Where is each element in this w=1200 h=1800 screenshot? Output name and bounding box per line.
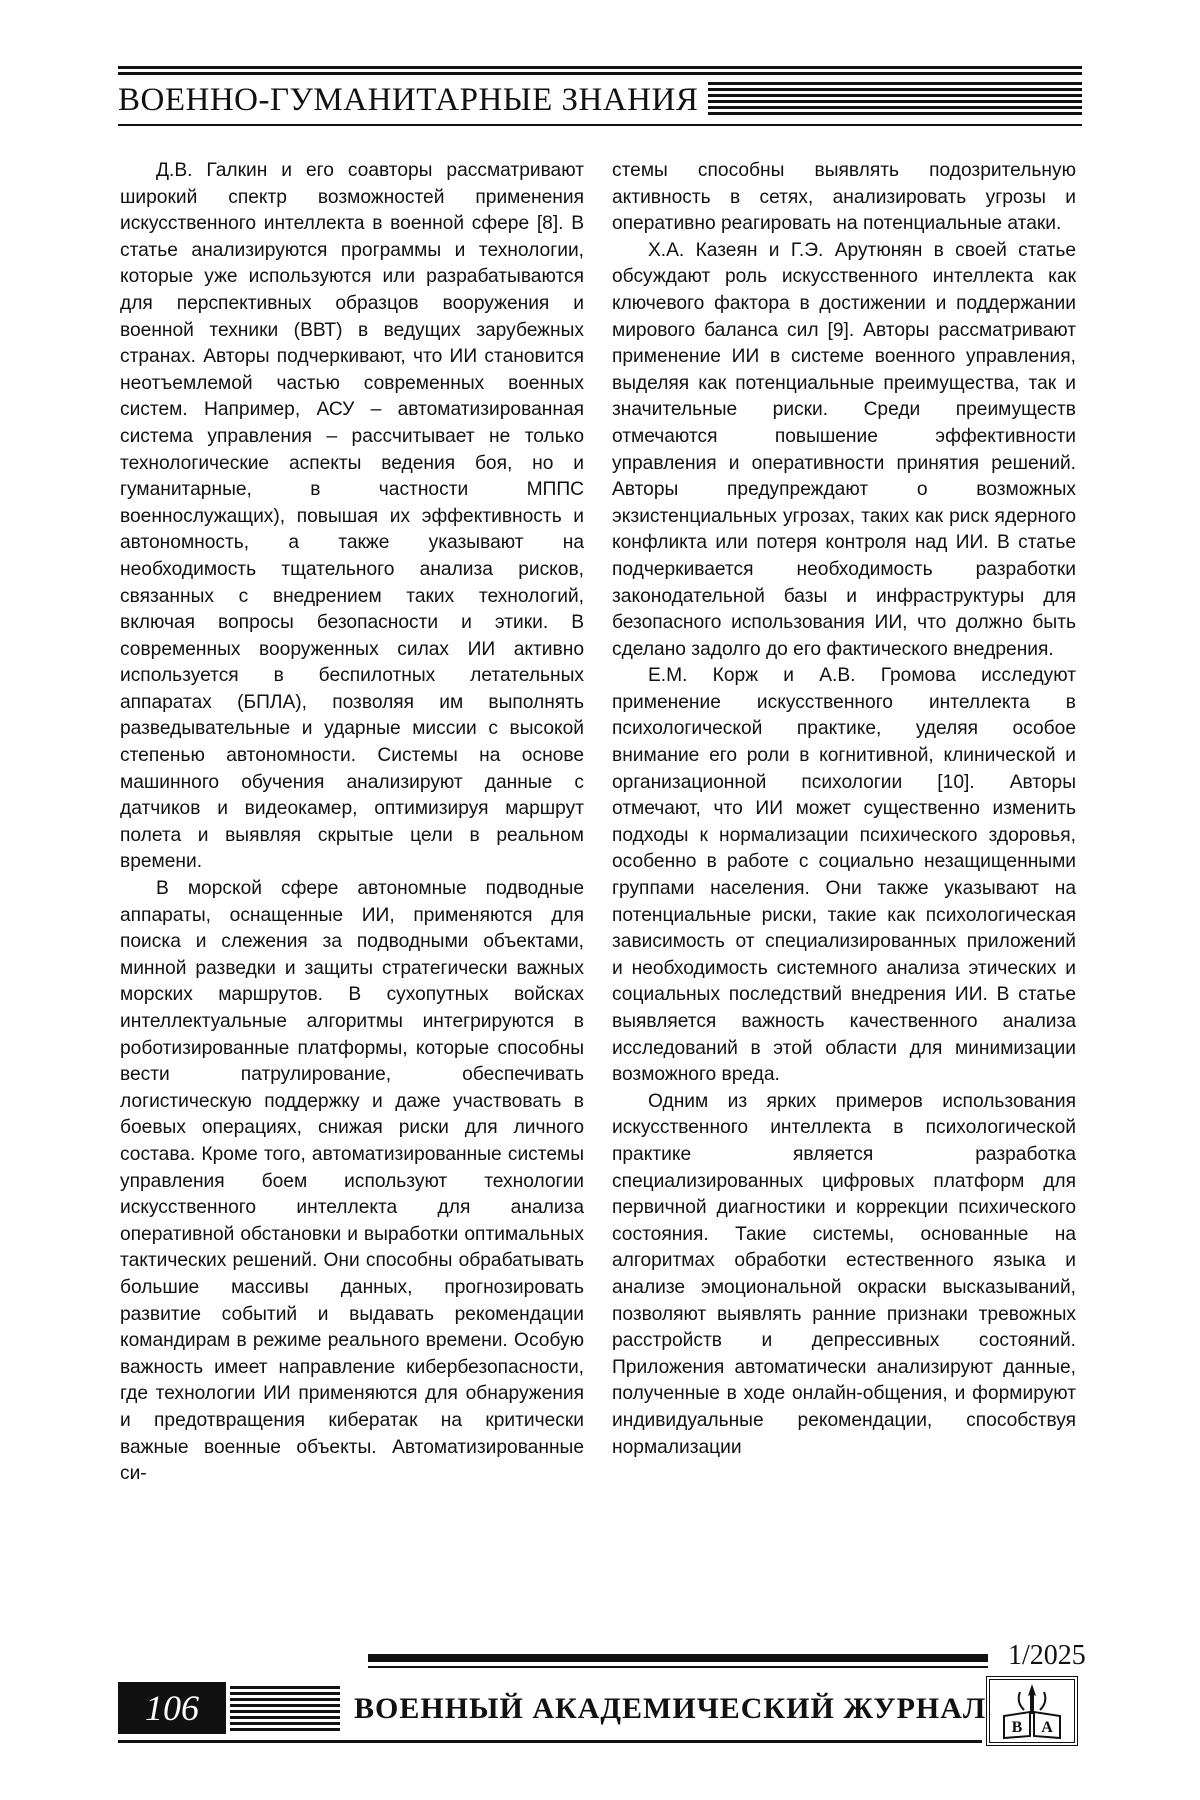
paragraph: Одним из ярких примеров использования искусственного интеллекта в психологической практике является разработка специализированных цифровых платформ для первичной диагностики и коррекции психического состояния. Такие системы, основанные на алгоритмах обработки естественного языка и анализе эмоциональной окраски высказываний, позволяют выявлять ранние признаки тревожных расстройств и депрессивных состояний. Приложения автоматически анализируют данные, полученные в ходе онлайн-общения, и формируют индивидуальные рекомендации, способствуя нормализации: [612, 1090, 1076, 1458]
journal-logo: [986, 1676, 1078, 1746]
paragraph: Е.М. Корж и А.В. Громова исследуют применение искусственного интеллекта в психологической практике, уделяя особое внимание его роли в когнитивной, клинической и организационной психологии [10]. Авторы отмечают, что ИИ может существенно изменить подходы к нормализации психического здоровья, особенно в работе с социально незащищенными группами населения. Они также указывают на потенциальные риски, такие как психологическая зависимость от специализированных приложений и необходимость системного анализа этических и социальных последствий внедрения ИИ. В статье выявляется важность качественного анализа исследований в этой области для минимизации возможного вреда.: [612, 665, 1076, 1086]
issue-number: 1/2025: [1008, 1640, 1086, 1671]
right-column: [612, 158, 1076, 1461]
svg-text:А: А: [1041, 1719, 1053, 1736]
svg-text:В: В: [1011, 1719, 1023, 1736]
issue-rule-thin: [368, 1666, 988, 1668]
footer-bottom-rule: [118, 1740, 982, 1743]
journal-logo-icon: [990, 1680, 1074, 1742]
paragraph: стемы способны выявлять подозрительную активность в сетях, анализировать угрозы и оперативно реагировать на потенциальные атаки.: [612, 160, 1076, 235]
journal-title: ВОЕННЫЙ АКАДЕМИЧЕСКИЙ ЖУРНАЛ: [354, 1692, 987, 1725]
paragraph: Д.В. Галкин и его соавторы рассматривают широкий спектр возможностей применения искусственного интеллекта в военной сфере [8]. В статье анализируются программы и технологии, которые уже используются или разрабатываются для перспективных образцов вооружения и военной техники (ВВТ) в ведущих зарубежных странах. Авторы подчеркивают, что ИИ становится неотъемлемой частью современных военных систем. Например, АСУ – автоматизированная система управления – рассчитывает не только технологические аспекты ведения боя, но и гуманитарные, в частности МППС военнослужащих), повышая их эффективность и автономность, а также указывают на необходимость тщательного анализа рисков, связанных с внедрением таких технологий, включая вопросы безопасности и этики. В современных вооруженных силах ИИ активно используется в беспилотных летательных аппаратах (БПЛА), позволяя им выполнять разведывательные и ударные миссии с высокой степенью автономности. Системы на основе машинного обучения анализируют данные с датчиков и видеокамер, оптимизируя маршрут полета и выявляя скрытые цели в реальном времени.: [120, 160, 584, 873]
header-top-rules: [118, 66, 1082, 78]
issue-rule: [368, 1654, 988, 1662]
left-column: [120, 158, 584, 1488]
page-number: 106: [118, 1682, 226, 1734]
section-title: ВОЕННО-ГУМАНИТАРНЫЕ ЗНАНИЯ: [118, 80, 708, 120]
paragraph: В морской сфере автономные подводные аппараты, оснащенные ИИ, применяются для поиска и слежения за подводными объектами, минной разведки и защиты стратегически важных морских маршрутов. В сухопутных войсках интеллектуальные алгоритмы интегрируются в роботизированные платформы, которые способны вести патрулирование, обеспечивать логистическую поддержку и даже участвовать в боевых операциях, снижая риски для личного состава. Кроме того, автоматизированные системы управления боем используют технологии искусственного интеллекта для анализа оперативной обстановки и выработки оптимальных тактических решений. Они способны обрабатывать большие массивы данных, прогнозировать развитие событий и выдавать рекомендации командирам в режиме реального времени. Особую важность имеет направление кибербезопасности, где технологии ИИ применяются для обнаружения и предотвращения кибератак на критически важные военные объекты. Автоматизированные си-: [120, 878, 584, 1485]
footer-stripes: [230, 1686, 340, 1734]
running-footer: [118, 1640, 1086, 1750]
paragraph: Х.А. Казеян и Г.Э. Арутюнян в своей статье обсуждают роль искусственного интеллекта как ключевого фактора в достижении и поддержании мирового баланса сил [9]. Авторы рассматривают применение ИИ в системе военного управления, выделяя как потенциальные преимущества, так и значительные риски. Среди преимуществ отмечаются повышение эффективности управления и оперативности принятия решений. Авторы предупреждают о возможных экзистенциальных угрозах, таких как риск ядерного конфликта или потеря контроля над ИИ. В статье подчеркивается необходимость разработки законодательной базы и инфраструктуры для безопасного использования ИИ, что должно быть сделано задолго до его фактического внедрения.: [612, 239, 1076, 660]
header-bottom-rule: [118, 124, 1082, 126]
running-header: [118, 66, 1082, 130]
